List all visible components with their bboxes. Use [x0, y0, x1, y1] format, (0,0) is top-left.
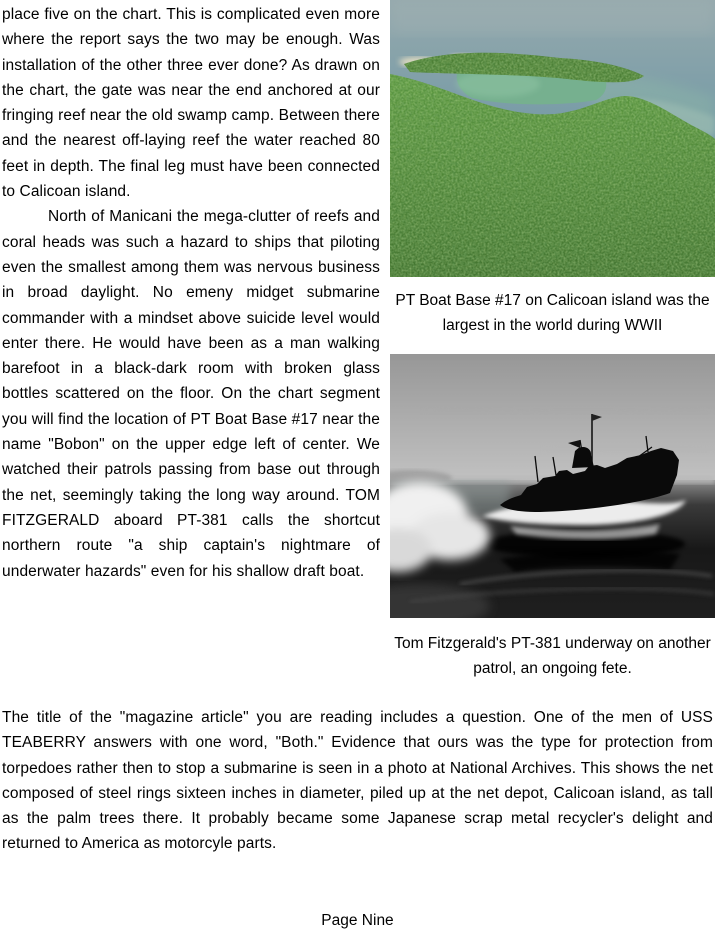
figure-pt381 [390, 354, 715, 681]
photo-caption-pt381: Tom Fitzgerald's PT-381 underway on another patrol, an ongoing fete. [394, 635, 711, 677]
figure-calicoan [390, 0, 715, 338]
body-text-column [0, 0, 390, 584]
paragraph-manicani-reefs: North of Manicani the mega-clutter of reefs and coral heads was such a hazard to ships that piloting even the smallest among them was nervous business in broad daylight. No emeny midget submarine commander with a mindset above suicide level would enter there. He would have been as a man walking barefoot in a black-dark room with broken glass bottles scattered on the floor. On the chart segment you will find the location of PT Boat Base #17 near the name "Bobon" on the upper edge left of center. We watched their patrols passing from base out through the net, seemingly taking the long way around. TOM FITZGERALD aboard PT-381 calls the shortcut northern route "a ship captain's nightmare of underwater hazards" even for his shallow draft boat. [2, 208, 380, 580]
paragraph-chart-continuation: place five on the chart. This is complicated even more where the report says the two may be enough. Was installation of the other three ever done? As drawn on the chart, the gate was near the end anchored at our fringing reef near the old swamp camp. Between there and the nearest off-laying reef the water reached 80 feet in depth. The final leg must have been connected to Calicoan island. [2, 6, 380, 201]
photo-column [390, 0, 715, 681]
paragraph-magazine-question: The title of the "magazine article" you are reading includes a question. One of the men of USS TEABERRY answers with one word, "Both." Evidence that ours was the type for protection from torpedoes rather then to stop a submarine is seen in a photo at National Archives. This shows the net composed of steel rings sixteen inches in diameter, piled up at the net depot, Calicoan island, as tall as the palm trees there. It probably became some Japanese scrap metal recycler's delight and returned to America as motorcyle parts. [2, 709, 713, 853]
photo-caption-calicoan: PT Boat Base #17 on Calicoan island was the largest in the world during WWII [395, 292, 710, 334]
calicoan-aerial-photo [390, 0, 715, 277]
pt-381-underway-photo [390, 354, 715, 618]
page-number: Page Nine [321, 911, 394, 929]
